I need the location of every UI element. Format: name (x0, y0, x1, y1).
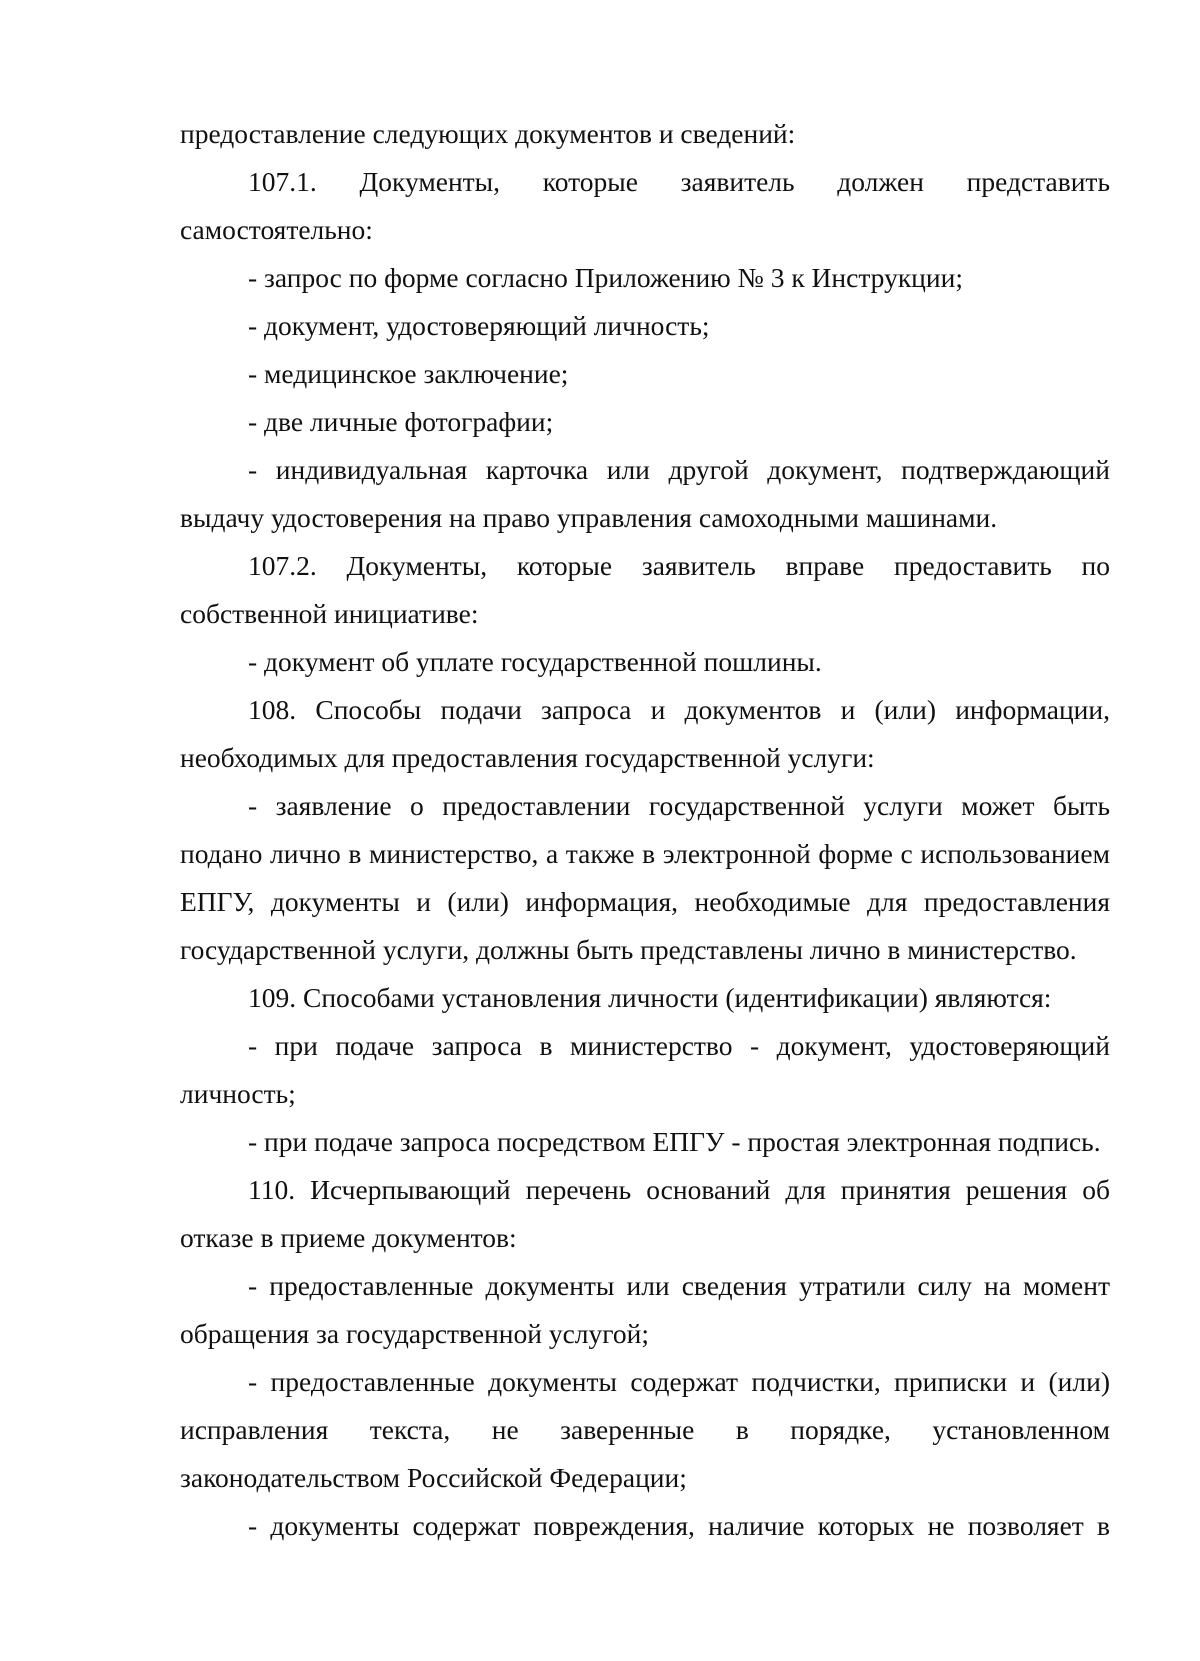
text-line: собственной инициативе: (180, 598, 479, 629)
document-body (180, 110, 1110, 1550)
text-line: - заявление о предоставлении государственной услуги может быть (248, 790, 1110, 821)
text-line: 110. Исчерпывающий перечень оснований для принятия решения об (248, 1174, 1110, 1205)
text-line: - при подаче запроса посредством ЕПГУ - простая электронная подпись. (248, 1126, 1101, 1157)
text-line: - две личные фотографии; (248, 406, 554, 437)
text-line: отказе в приеме документов: (180, 1222, 517, 1253)
text-line: - запрос по форме согласно Приложению № 3 к Инструкции; (248, 262, 963, 293)
text-line: необходимых для предоставления государственной услуги: (180, 742, 875, 773)
text-line: - документ, удостоверяющий личность; (248, 310, 710, 341)
text-line: законодательством Российской Федерации; (180, 1462, 687, 1493)
text-line: обращения за государственной услугой; (180, 1318, 649, 1349)
text-line: - индивидуальная карточка или другой документ, подтверждающий (248, 454, 1110, 485)
text-line: - предоставленные документы или сведения утратили силу на момент (248, 1270, 1110, 1301)
text-line: - документы содержат повреждения, наличие которых не позволяет в (248, 1510, 1110, 1541)
text-line: 107.2. Документы, которые заявитель вправе предоставить по (248, 550, 1110, 581)
text-line: личность; (180, 1078, 296, 1109)
text-line: выдачу удостоверения на право управления самоходными машинами. (180, 502, 998, 533)
text-line: - документ об уплате государственной пошлины. (248, 646, 822, 677)
text-line: предоставление следующих документов и сведений: (180, 118, 796, 149)
text-line: государственной услуги, должны быть представлены лично в министерство. (180, 934, 1077, 965)
text-line: 109. Способами установления личности (идентификации) являются: (248, 982, 1052, 1013)
text-line: - при подаче запроса в министерство - документ, удостоверяющий (248, 1030, 1110, 1061)
text-line: ЕПГУ, документы и (или) информация, необходимые для предоставления (180, 886, 1110, 917)
text-line: самостоятельно: (180, 214, 373, 245)
text-line: 108. Способы подачи запроса и документов и (или) информации, (248, 694, 1110, 725)
text-line: подано лично в министерство, а также в электронной форме с использованием (180, 838, 1110, 869)
text-line: исправления текста, не заверенные в порядке, установленном (180, 1414, 1110, 1445)
text-line: - предоставленные документы содержат подчистки, приписки и (или) (248, 1366, 1110, 1397)
text-line: 107.1. Документы, которые заявитель должен представить (248, 166, 1110, 197)
text-line: - медицинское заключение; (248, 358, 569, 389)
